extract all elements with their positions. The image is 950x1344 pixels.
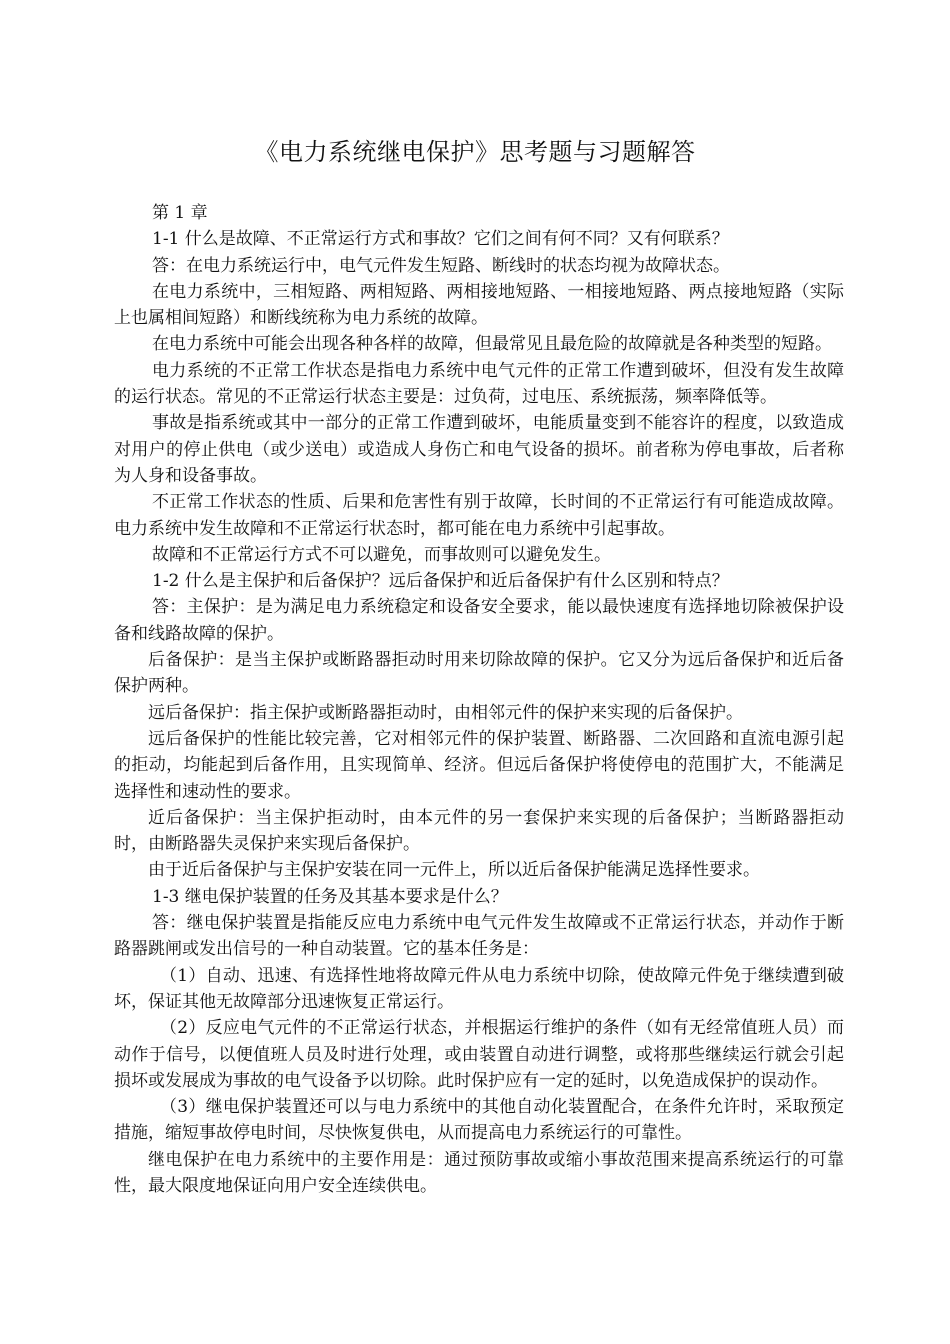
answer-paragraph: 由于近后备保护与主保护安装在同一元件上，所以近后备保护能满足选择性要求。 (148, 860, 760, 881)
answer-paragraph: 答：继电保护装置是指能反应电力系统中电气元件发生故障或不正常运行状态，并动作于断路器跳闸或发出信号的一种自动装置。它的基本任务是： (114, 913, 844, 960)
answer-paragraph: 后备保护：是当主保护或断路器拒动时用来切除故障的保护。它又分为远后备保护和近后备保护两种。 (114, 650, 844, 697)
answer-paragraph: 事故是指系统或其中一部分的正常工作遭到破坏，电能质量变到不能容许的程度，以致造成对用户的停止供电（或少送电）或造成人身伤亡和电气设备的损坏。前者称为停电事故，后者称为人身和设备事故。 (114, 413, 844, 486)
answer-paragraph: 在电力系统中，三相短路、两相短路、两相接地短路、一相接地短路、两点接地短路（实际上也属相间短路）和断线统称为电力系统的故障。 (114, 281, 844, 329)
answer-paragraph: 不正常工作状态的性质、后果和危害性有别于故障，长时间的不正常运行有可能造成故障。电力系统中发生故障和不正常运行状态时，都可能在电力系统中引起事故。 (114, 492, 844, 539)
question-1-1: 1-1 什么是故障、不正常运行方式和事故？它们之间有何不同？又有何联系？ (152, 229, 729, 250)
document-body (114, 200, 844, 1199)
question-1-3: 1-3 继电保护装置的任务及其基本要求是什么？ (152, 886, 508, 907)
answer-paragraph: 在电力系统中可能会出现各种各样的故障，但最常见且最危险的故障就是各种类型的短路。 (152, 334, 832, 355)
answer-paragraph: 故障和不正常运行方式不可以避免，而事故则可以避免发生。 (152, 544, 611, 565)
answer-paragraph: 答：在电力系统运行中，电气元件发生短路、断线时的状态均视为故障状态。 (152, 255, 730, 276)
answer-paragraph: 电力系统的不正常工作状态是指电力系统中电气元件的正常工作遭到破坏，但没有发生故障的运行状态。常见的不正常运行状态主要是：过负荷，过电压、系统振荡，频率降低等。 (114, 360, 844, 408)
answer-list-item: （3）继电保护装置还可以与电力系统中的其他自动化装置配合，在条件允许时，采取预定措施，缩短事故停电时间，尽快恢复供电，从而提高电力系统运行的可靠性。 (114, 1097, 844, 1144)
answer-paragraph: 答：主保护：是为满足电力系统稳定和设备安全要求，能以最快速度有选择地切除被保护设备和线路故障的保护。 (114, 597, 844, 644)
document-title: 《电力系统继电保护》思考题与习题解答 (254, 138, 696, 166)
question-1-2: 1-2 什么是主保护和后备保护？远后备保护和近后备保护有什么区别和特点？ (152, 571, 729, 592)
chapter-heading: 第 1 章 (152, 203, 208, 223)
answer-paragraph: 继电保护在电力系统中的主要作用是：通过预防事故或缩小事故范围来提高系统运行的可靠性，最大限度地保证向用户安全连续供电。 (114, 1149, 844, 1196)
answer-paragraph: 近后备保护：当主保护拒动时，由本元件的另一套保护来实现的后备保护；当断路器拒动时，由断路器失灵保护来实现后备保护。 (114, 807, 844, 855)
answer-list-item: （2）反应电气元件的不正常运行状态，并根据运行维护的条件（如有无经常值班人员）而动作于信号，以便值班人员及时进行处理，或由装置自动进行调整，或将那些继续运行就会引起损坏或发展成为事故的电气设备予以切除。此时保护应有一定的延时，以免造成保护的误动作。 (114, 1018, 844, 1091)
answer-list-item: （1）自动、迅速、有选择性地将故障元件从电力系统中切除，使故障元件免于继续遭到破坏，保证其他无故障部分迅速恢复正常运行。 (114, 965, 844, 1012)
answer-paragraph: 远后备保护：指主保护或断路器拒动时，由相邻元件的保护来实现的后备保护。 (148, 702, 743, 723)
answer-paragraph: 远后备保护的性能比较完善，它对相邻元件的保护装置、断路器、二次回路和直流电源引起的拒动，均能起到后备作用，且实现简单、经济。但远后备保护将使停电的范围扩大，不能满足选择性和速动性的要求。 (114, 728, 844, 802)
